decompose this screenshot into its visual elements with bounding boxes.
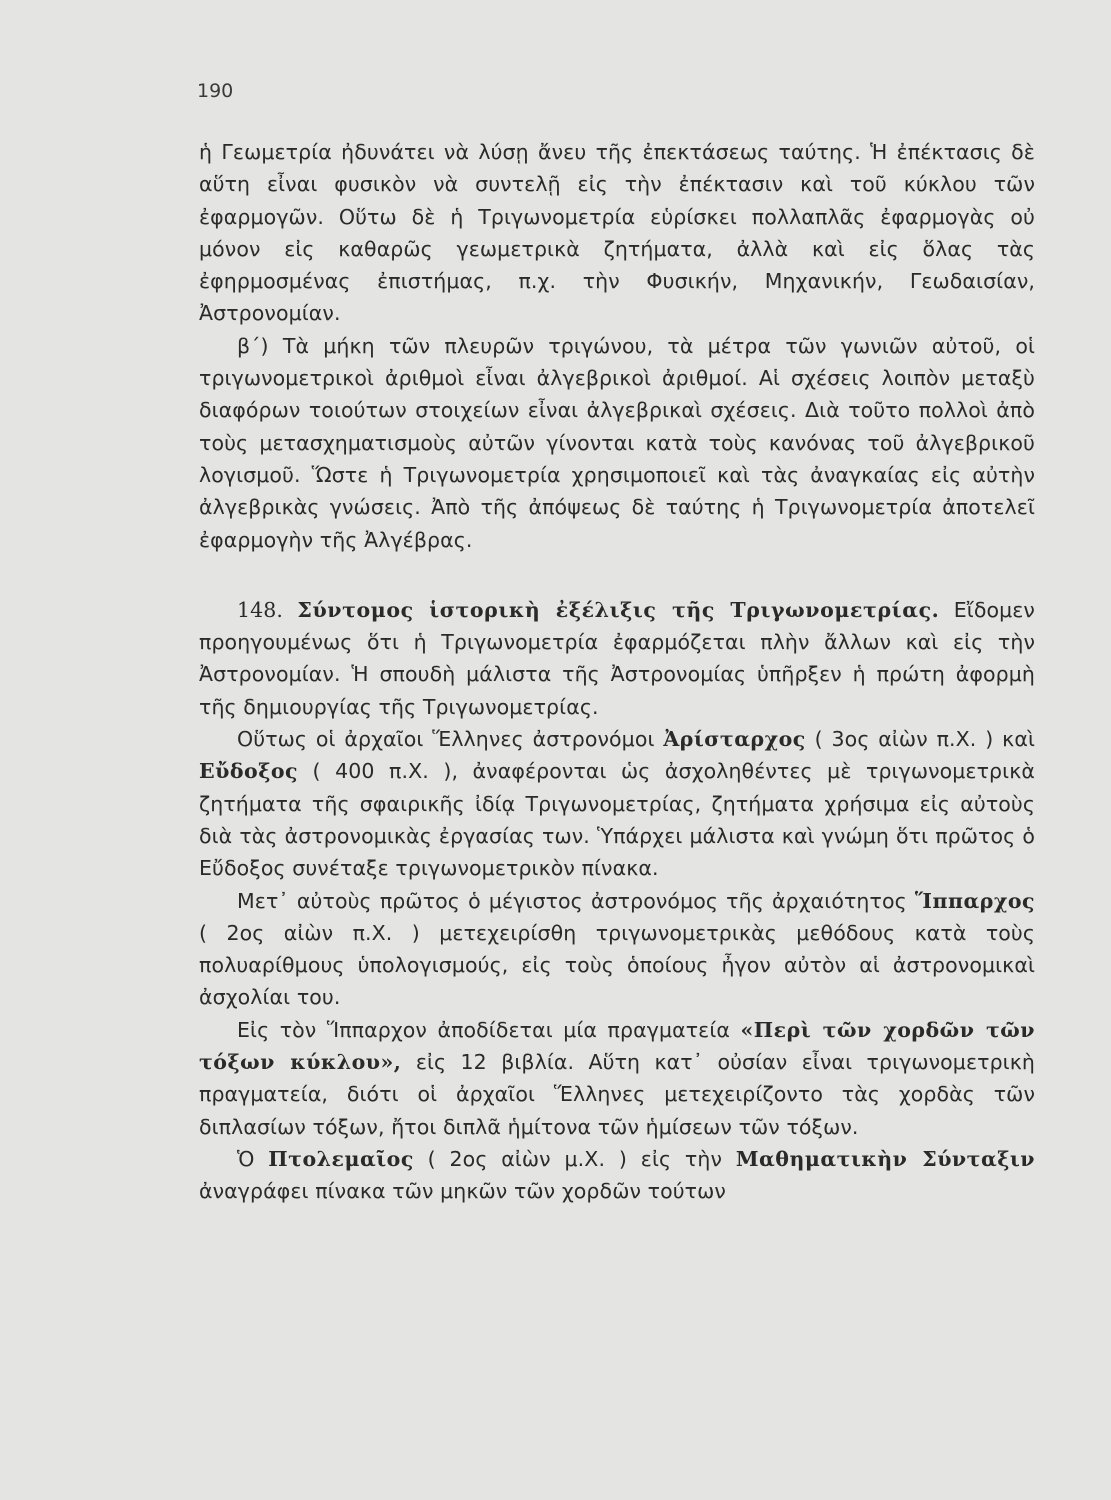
text-run: ( 400 π.Χ. ), ἀναφέρονται ὡς ἀσχοληθέντες μὲ τριγωνομετρικὰ ζητήματα τῆς σφαιρικῆς ἰδίᾳ Τριγωνομετρίας, ζητήματα χρήσιμα εἰς αὐτοὺς διὰ τὰς ἀστρονομικὰς ἐργασίας των. Ὑπάρχει μάλιστα καὶ γνώμη ὅτι πρῶτος ὁ Εὔδοξος συνέταξε τριγωνομετρικὸν πίνακα. (199, 759, 1035, 881)
section-title: Σύντομος ἱστορικὴ ἐξέλιξις τῆς Τριγωνομετρίας. (297, 597, 940, 622)
page-number: 190 (197, 80, 234, 102)
aristarchus-paragraph (199, 723, 1035, 884)
intro-paragraph: ἡ Γεωμετρία ἠδυνάτει νὰ λύσῃ ἄνευ τῆς ἐπεκτάσεως ταύτης. Ἡ ἐπέκτασις δὲ αὕτη εἶναι φυσικὸν νὰ συντελῇ εἰς τὴν ἐπέκτασιν καὶ τοῦ κύκλου τῶν ἐφαρμογῶν. Οὕτω δὲ ἡ Τριγωνομετρία εὑρίσκει πολλαπλᾶς ἐφαρμογὰς οὐ μόνον εἰς καθαρῶς γεωμετρικὰ ζητήματα, ἀλλὰ καὶ εἰς ὅλας τὰς ἐφηρμοσμένας ἐπιστήμας, π.χ. τὴν Φυσικήν, Μηχανικήν, Γεωδαισίαν, Ἀστρονομίαν. (199, 140, 1035, 326)
text-run: Ὁ (237, 1146, 269, 1171)
hipparchus-paragraph (199, 885, 1035, 1014)
ptolemy-paragraph (199, 1143, 1035, 1208)
text-run: ( 3ος αἰὼν π.Χ. ) καὶ (805, 727, 1035, 752)
text-run: Οὕτως οἱ ἀρχαῖοι Ἕλληνες ἀστρονόμοι (237, 727, 664, 752)
text-run: εἰς 12 βιβλία. Αὕτη κατ᾽ οὐσίαν εἶναι τριγωνομετρικὴ πραγματεία, διότι οἱ ἀρχαῖοι Ἕλληνες μετεχειρίζοντο τὰς χορδὰς τῶν διπλασίων τόξων, ἤτοι διπλᾶ ἡμίτονα τῶν ἡμίσεων τῶν τόξων. (199, 1050, 1035, 1139)
treatise-title: «Περὶ τῶν χορδῶν τῶν τόξων κύκλου», (199, 1017, 1035, 1075)
text-run: Εἰς τὸν Ἵππαρχον ἀποδίδεται μία πραγματεία (237, 1017, 741, 1042)
section-148-paragraph (199, 594, 1035, 723)
treatise-paragraph (199, 1014, 1035, 1143)
text-run: ( 2ος αἰὼν π.Χ. ) μετεχειρίσθη τριγωνομετρικὰς μεθόδους κατὰ τοὺς πολυαρίθμους ὑπολογισμούς, εἰς τοὺς ὁποίους ἦγον αὐτὸν αἱ ἀστρονομικαὶ ἀσχολίαι του. (199, 920, 1035, 1010)
name-eudoxus: Εὔδοξος (199, 759, 298, 784)
section-number: 148. (237, 597, 284, 622)
name-aristarchus: Ἀρίσταρχος (663, 727, 806, 752)
syntaxis-title: Μαθηματικὴν Σύνταξιν (735, 1146, 1036, 1171)
section-lead-text: Εἴδομεν προηγουμένως ὅτι ἡ Τριγωνομετρία ἐφαρμόζεται πλὴν ἄλλων καὶ εἰς τὴν Ἀστρονομίαν. Ἡ σπουδὴ μάλιστα τῆς Ἀστρονομίας ὑπῆρξεν ἡ πρώτη ἀφορμὴ τῆς δημιουργίας τῆς Τριγωνομετρίας. (199, 597, 1035, 719)
name-ptolemy: Πτολεμαῖος (268, 1146, 414, 1171)
beta-paragraph: β΄) Τὰ μήκη τῶν πλευρῶν τριγώνου, τὰ μέτρα τῶν γωνιῶν αὐτοῦ, οἱ τριγωνομετρικοὶ ἀριθμοὶ εἶναι ἀλγεβρικοὶ ἀριθμοί. Αἱ σχέσεις λοιπὸν μεταξὺ διαφόρων τοιούτων στοιχείων εἶναι ἀλγεβρικαὶ σχέσεις. Διὰ τοῦτο πολλοὶ ἀπὸ τοὺς μετασχηματισμοὺς αὐτῶν γίνονται κατὰ τοὺς κανόνας τοῦ ἀλγεβρικοῦ λογισμοῦ. Ὥστε ἡ Τριγωνομετρία χρησιμοποιεῖ καὶ τὰς ἀναγκαίας εἰς αὐτὴν ἀλγεβρικὰς γνώσεις. Ἀπὸ τῆς ἀπόψεως δὲ ταύτης ἡ Τριγωνομετρία ἀποτελεῖ ἐφαρμογὴν τῆς Ἀλγέβρας. (199, 333, 1035, 552)
text-run: ( 2ος αἰὼν μ.Χ. ) εἰς τὴν (413, 1146, 736, 1171)
name-hipparchus: Ἵππαρχος (914, 888, 1035, 913)
text-run: Μετ᾽ αὐτοὺς πρῶτος ὁ μέγιστος ἀστρονόμος τῆς ἀρχαιότητος (237, 888, 915, 913)
body-text (199, 136, 1035, 1208)
text-run: ἀναγράφει πίνακα τῶν μηκῶν τῶν χορδῶν τούτων (199, 1179, 726, 1204)
section-spacer (199, 556, 1035, 594)
